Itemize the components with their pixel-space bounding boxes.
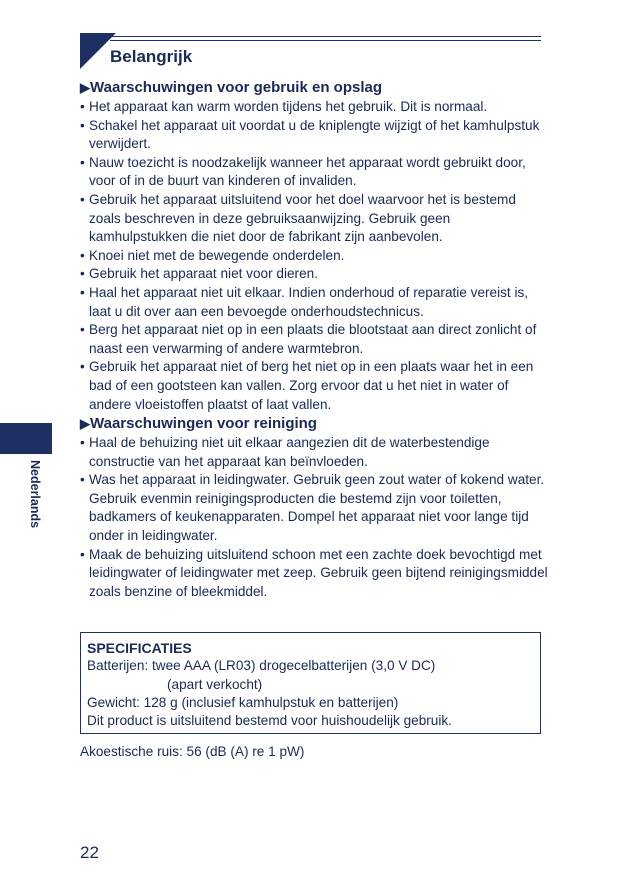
specifications-title: SPECIFICATIES xyxy=(87,640,192,656)
list-item: • Haal het apparaat niet uit elkaar. Indien onderhoud of reparatie vereist is, laat u dit over aan een bevoegde onderhoudstechnicus. xyxy=(80,284,550,321)
list-item: • Het apparaat kan warm worden tijdens het gebruik. Dit is normaal. xyxy=(80,98,550,117)
language-label: Nederlands xyxy=(28,460,42,529)
list-item: • Gebruik het apparaat niet of berg het niet op in een plaats waar het in een bad of een gootsteen kan vallen. Zorg ervoor dat u het niet in water of andere vloeistoffen plaatst of laat vallen. xyxy=(80,358,550,414)
list-item: • Maak de behuizing uitsluitend schoon met een zachte doek bevochtigd met leidingwater of leidingwater met zeep. Gebruik geen bijtend reinigingsmiddel zoals benzine of bleekmiddel. xyxy=(80,546,550,602)
spec-weight: Gewicht: 128 g (inclusief kamhulpstuk en batterijen) xyxy=(87,694,399,710)
triangle-arrow-icon: ▶ xyxy=(80,80,90,95)
section-heading-usage: ▶Waarschuwingen voor gebruik en opslag xyxy=(80,79,382,96)
specifications-box xyxy=(80,632,541,734)
spec-batteries-note: (apart verkocht) xyxy=(167,676,263,692)
usage-warnings-list xyxy=(80,98,550,414)
triangle-arrow-icon: ▶ xyxy=(80,416,90,432)
section-header xyxy=(80,33,541,73)
list-item: • Berg het apparaat niet op in een plaats die blootstaat aan direct zonlicht of naast een verwarming of andere warmtebron. xyxy=(80,321,550,358)
list-item: • Was het apparaat in leidingwater. Gebruik geen zout water of kokend water. Gebruik evenmin reinigingsproducten die bestemd zijn voor toiletten, badkamers of keukenapparaten. Dompel het apparaat niet voor lange tijd onder in leidingwater. xyxy=(80,471,550,545)
list-item: • Knoei niet met de bewegende onderdelen. xyxy=(80,247,550,266)
cleaning-warnings-list xyxy=(80,434,550,601)
language-tab-marker xyxy=(0,423,52,454)
main-content xyxy=(80,78,550,601)
list-item: • Gebruik het apparaat niet voor dieren. xyxy=(80,265,550,284)
page-title: Belangrijk xyxy=(110,47,193,66)
list-item: • Schakel het apparaat uit voordat u de kniplengte wijzigt of het kamhulpstuk verwijdert. xyxy=(80,117,550,154)
spec-batteries: Batterijen: twee AAA (LR03) drogecelbatterijen (3,0 V DC) xyxy=(87,658,436,674)
list-item: • Gebruik het apparaat uitsluitend voor het doel waarvoor het is bestemd zoals beschreven in deze gebruiksaanwijzing. Gebruik geen kamhulpstukken die niet door de fabrikant zijn aanbevolen. xyxy=(80,191,550,247)
header-rule-mid xyxy=(110,40,541,41)
spec-usage: Dit product is uitsluitend bestemd voor huishoudelijk gebruik. xyxy=(87,713,452,729)
section-heading-cleaning: ▶Waarschuwingen voor reiniging xyxy=(80,415,317,433)
list-item: • Haal de behuizing niet uit elkaar aangezien dit de waterbestendige constructie van het apparaat kan beïnvloeden. xyxy=(80,434,550,471)
header-rule-top xyxy=(80,36,541,37)
list-item: • Nauw toezicht is noodzakelijk wanneer het apparaat wordt gebruikt door, voor of in de buurt van kinderen of invaliden. xyxy=(80,154,550,191)
acoustic-noise-text: Akoestische ruis: 56 (dB (A) re 1 pW) xyxy=(80,744,305,759)
page-number: 22 xyxy=(80,843,99,862)
